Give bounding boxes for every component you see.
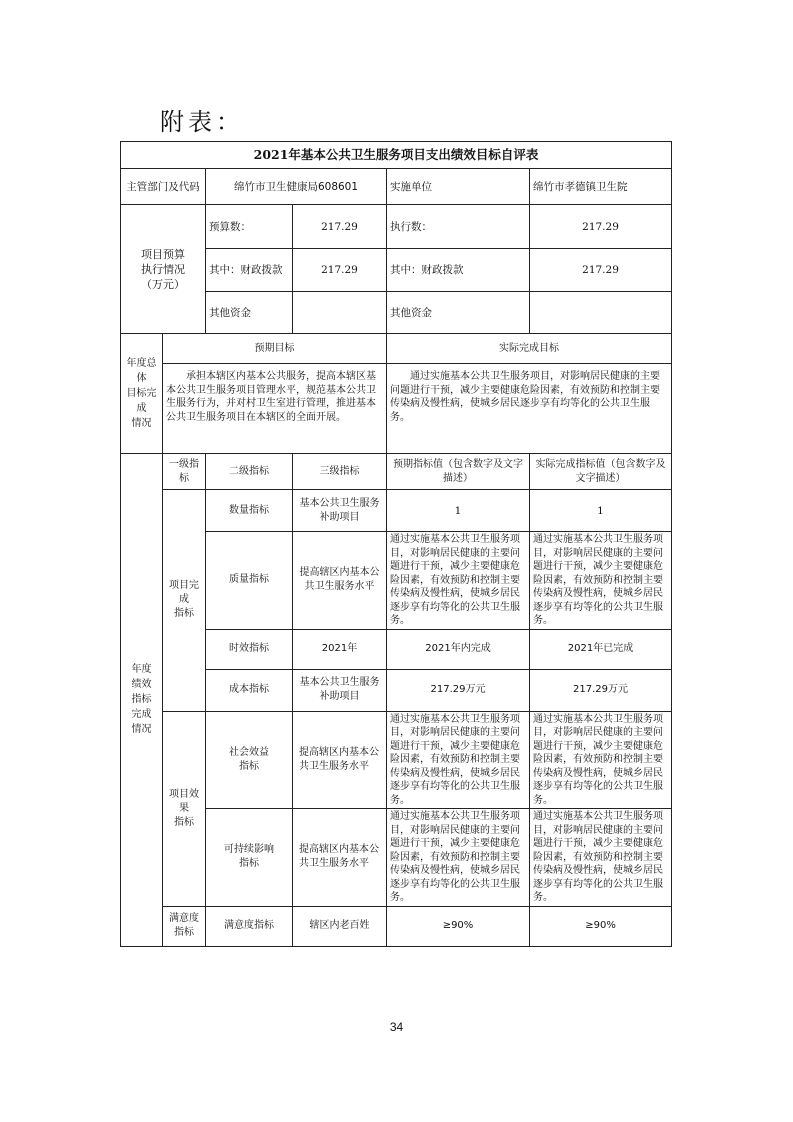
indicator-expected-value: 通过实施基本公共卫生服务项目，对影响居民健康的主要问题进行干预，减少主要健康危险因素，有效预防和控制主要传染病及慢性病，使城乡居民逐步享有均等化的公共卫生服务。: [387, 809, 530, 907]
indicator-level3: 提高辖区内基本公共卫生服务水平: [293, 809, 387, 907]
indicator-level3: 2021年: [293, 629, 387, 669]
overall-goal-label: [121, 334, 163, 454]
expected-goal-header: 预期目标: [163, 334, 387, 364]
indicator-level2: 质量指标: [206, 532, 293, 630]
satisfaction-label-line: 满意度: [169, 913, 199, 924]
budget-label-line: 执行情况: [141, 262, 185, 276]
budget-section-label: [121, 205, 206, 334]
budget-label-line: （万元）: [141, 277, 185, 291]
budget-other-funds-value: [293, 292, 387, 334]
dept-label: 主管部门及代码: [121, 169, 206, 205]
budget-amount-label: 预算数：: [206, 205, 293, 249]
budget-fiscal-value: 217.29: [293, 249, 387, 292]
indicators-label-line: 完成: [131, 709, 152, 721]
actual-goal-header: 实际完成目标: [387, 334, 672, 364]
level1-header: 一级指标: [163, 454, 206, 490]
indicators-label-line: 绩效: [131, 679, 152, 691]
indicator-actual-value: 217.29万元: [530, 669, 672, 711]
indicator-level3: 基本公共卫生服务补助项目: [293, 490, 387, 532]
indicator-expected-value: 1: [387, 490, 530, 532]
indicator-level3: 提高辖区内基本公共卫生服务水平: [293, 711, 387, 809]
budget-other-funds-label: 其他资金: [206, 292, 293, 334]
indicator-actual-value: 通过实施基本公共卫生服务项目，对影响居民健康的主要问题进行干预，减少主要健康危险因素，有效预防和控制主要传染病及慢性病，使城乡居民逐步享有均等化的公共卫生服务。: [530, 532, 672, 630]
actual-goal-text: 通过实施基本公共卫生服务项目，对影响居民健康的主要问题进行干预，减少主要健康危险因素，有效预防和控制主要传染病及慢性病，使城乡居民逐步享有均等化的公共卫生服务。: [387, 364, 672, 454]
indicator-level3: 辖区内老百姓: [293, 906, 387, 946]
completion-label-line: 指标: [174, 608, 194, 620]
performance-self-evaluation-table: [120, 141, 672, 947]
indicators-label-line: 指标: [131, 694, 152, 706]
overall-label-line: 情况: [131, 418, 152, 429]
budget-amount-value: 217.29: [293, 205, 387, 249]
indicator-level2: [206, 711, 293, 809]
table-title: 2021年基本公共卫生服务项目支出绩效目标自评表: [121, 142, 672, 169]
effect-indicators-label: [163, 711, 206, 906]
expected-goal-text: 承担本辖区内基本公共服务，提高本辖区基本公共卫生服务项目管理水平，规范基本公共卫生服务行为，并对村卫生室进行管理，推进基本公共卫生服务项目在本辖区的全面开展。: [163, 364, 387, 454]
indicator-actual-value: ≥90%: [530, 906, 672, 946]
indicator-level2: 时效指标: [206, 629, 293, 669]
indicator-actual-value: 通过实施基本公共卫生服务项目，对影响居民健康的主要问题进行干预，减少主要健康危险因素，有效预防和控制主要传染病及慢性病，使城乡居民逐步享有均等化的公共卫生服务。: [530, 711, 672, 809]
impl-unit-label: 实施单位: [387, 169, 530, 205]
indicator-actual-value: 1: [530, 490, 672, 532]
executed-amount-label: 执行数：: [387, 205, 530, 249]
indicator-level2: 满意度指标: [206, 906, 293, 946]
effect-label-line: 项目效果: [169, 788, 199, 814]
level3-header: 三级指标: [293, 454, 387, 490]
executed-other-funds-value: [530, 292, 672, 334]
indicator-actual-value: 通过实施基本公共卫生服务项目，对影响居民健康的主要问题进行干预，减少主要健康危险因素，有效预防和控制主要传染病及慢性病，使城乡居民逐步享有均等化的公共卫生服务。: [530, 809, 672, 907]
satisfaction-label-line: 指标: [174, 927, 194, 938]
indicator-actual-value: 2021年已完成: [530, 629, 672, 669]
satisfaction-indicators-label: [163, 906, 206, 946]
level2-line: 指标: [239, 760, 259, 772]
indicator-expected-value: 通过实施基本公共卫生服务项目，对影响居民健康的主要问题进行干预，减少主要健康危险因素，有效预防和控制主要传染病及慢性病，使城乡居民逐步享有均等化的公共卫生服务。: [387, 532, 530, 630]
indicators-label-line: 情况: [131, 724, 152, 736]
expected-value-header: 预期指标值（包含数字及文字描述）: [387, 454, 530, 490]
executed-other-funds-label: 其他资金: [387, 292, 530, 334]
indicator-level2: 数量指标: [206, 490, 293, 532]
indicator-level2: 成本指标: [206, 669, 293, 711]
indicators-label-line: 年度: [131, 664, 152, 676]
effect-label-line: 指标: [174, 816, 194, 828]
annual-indicators-section-label: [121, 454, 163, 947]
executed-amount-value: 217.29: [530, 205, 672, 249]
level2-line: 社会效益: [229, 746, 269, 758]
impl-unit-value: 绵竹市孝德镇卫生院: [530, 169, 672, 205]
actual-value-header: 实际完成指标值（包含数字及文字描述）: [530, 454, 672, 490]
completion-label-line: 项目完成: [169, 580, 199, 606]
page-number: 34: [389, 1020, 404, 1034]
overall-label-line: 年度总体: [126, 358, 157, 384]
level2-line: 指标: [239, 858, 259, 870]
indicator-expected-value: 217.29万元: [387, 669, 530, 711]
level2-line: 可持续影响: [224, 844, 274, 856]
indicator-level2: [206, 809, 293, 907]
executed-fiscal-label: 其中：财政拨款: [387, 249, 530, 292]
executed-fiscal-value: 217.29: [530, 249, 672, 292]
completion-indicators-label: [163, 490, 206, 712]
level2-header: 二级指标: [206, 454, 293, 490]
overall-label-line: 目标完成: [126, 388, 157, 414]
indicator-level3: 基本公共卫生服务补助项目: [293, 669, 387, 711]
budget-label-line: 项目预算: [141, 247, 185, 261]
indicator-expected-value: ≥90%: [387, 906, 530, 946]
budget-fiscal-label: 其中：财政拨款: [206, 249, 293, 292]
dept-value: 绵竹市卫生健康局608601: [206, 169, 387, 205]
indicator-expected-value: 通过实施基本公共卫生服务项目，对影响居民健康的主要问题进行干预，减少主要健康危险因素，有效预防和控制主要传染病及慢性病，使城乡居民逐步享有均等化的公共卫生服务。: [387, 711, 530, 809]
indicator-expected-value: 2021年内完成: [387, 629, 530, 669]
indicator-level3: 提高辖区内基本公共卫生服务水平: [293, 532, 387, 630]
appendix-heading: 附表：: [160, 108, 244, 136]
